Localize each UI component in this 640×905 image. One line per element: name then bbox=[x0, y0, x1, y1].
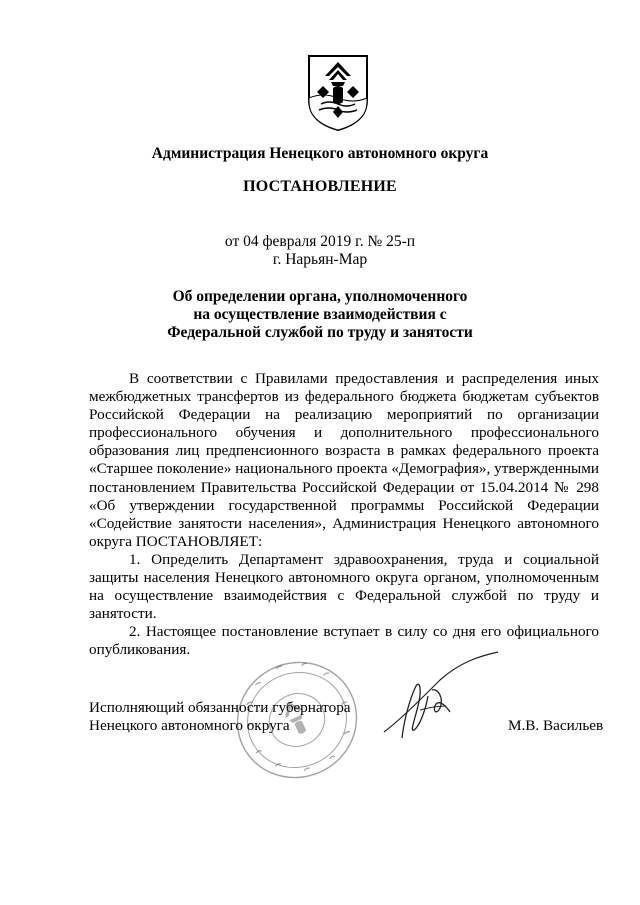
title-line-2: на осуществление взаимодействия с bbox=[193, 306, 447, 323]
coat-of-arms-emblem bbox=[303, 52, 373, 132]
document-type: ПОСТАНОВЛЕНИЕ bbox=[243, 178, 397, 195]
document-date-number: от 04 февраля 2019 г. № 25-п bbox=[224, 233, 416, 250]
resolution-item-1: 1. Определить Департамент здравоохранения, труда и социальной защиты населения Ненецкого автономного округа органом, уполномоченным на осуществление взаимодействия с Федеральной службой по труду и занятости. bbox=[89, 550, 599, 623]
document-body bbox=[89, 370, 599, 660]
signatory-position bbox=[89, 699, 351, 736]
title-line-3: Федеральной службой по труду и занятости bbox=[167, 324, 473, 341]
organization-name: Администрация Ненецкого автономного округа bbox=[151, 145, 489, 162]
handwritten-signature bbox=[380, 650, 510, 745]
preamble-paragraph: В соответствии с Правилами предоставления и распределения иных межбюджетных трансфертов из федерального бюджета бюджетам субъектов Российской Федерации на реализацию мероприятий по организации профессионального обучения и дополнительного профессионального образования лиц предпенсионного возраста в рамках федерального проекта «Старшее поколение» национального проекта «Демография», утвержденными постановлением Правительства Российской Федерации от 15.04.2014 № 298 «Об утверждении государственной программы Российской Федерации «Содействие занятости населения», Администрация Ненецкого автономного округа ПОСТАНОВЛЯЕТ: bbox=[89, 370, 599, 550]
date-place-block bbox=[0, 233, 640, 269]
position-line-1: Исполняющий обязанности губернатора bbox=[89, 699, 351, 716]
signatory-name: М.В. Васильев bbox=[508, 717, 604, 734]
title-line-1: Об определении органа, уполномоченного bbox=[172, 288, 468, 305]
resolution-item-2: 2. Настоящее постановление вступает в силу со дня его официального опубликования. bbox=[89, 623, 599, 659]
document-title bbox=[0, 288, 640, 342]
document-place: г. Нарьян-Мар bbox=[272, 251, 368, 268]
position-line-2: Ненецкого автономного округа bbox=[89, 717, 290, 735]
